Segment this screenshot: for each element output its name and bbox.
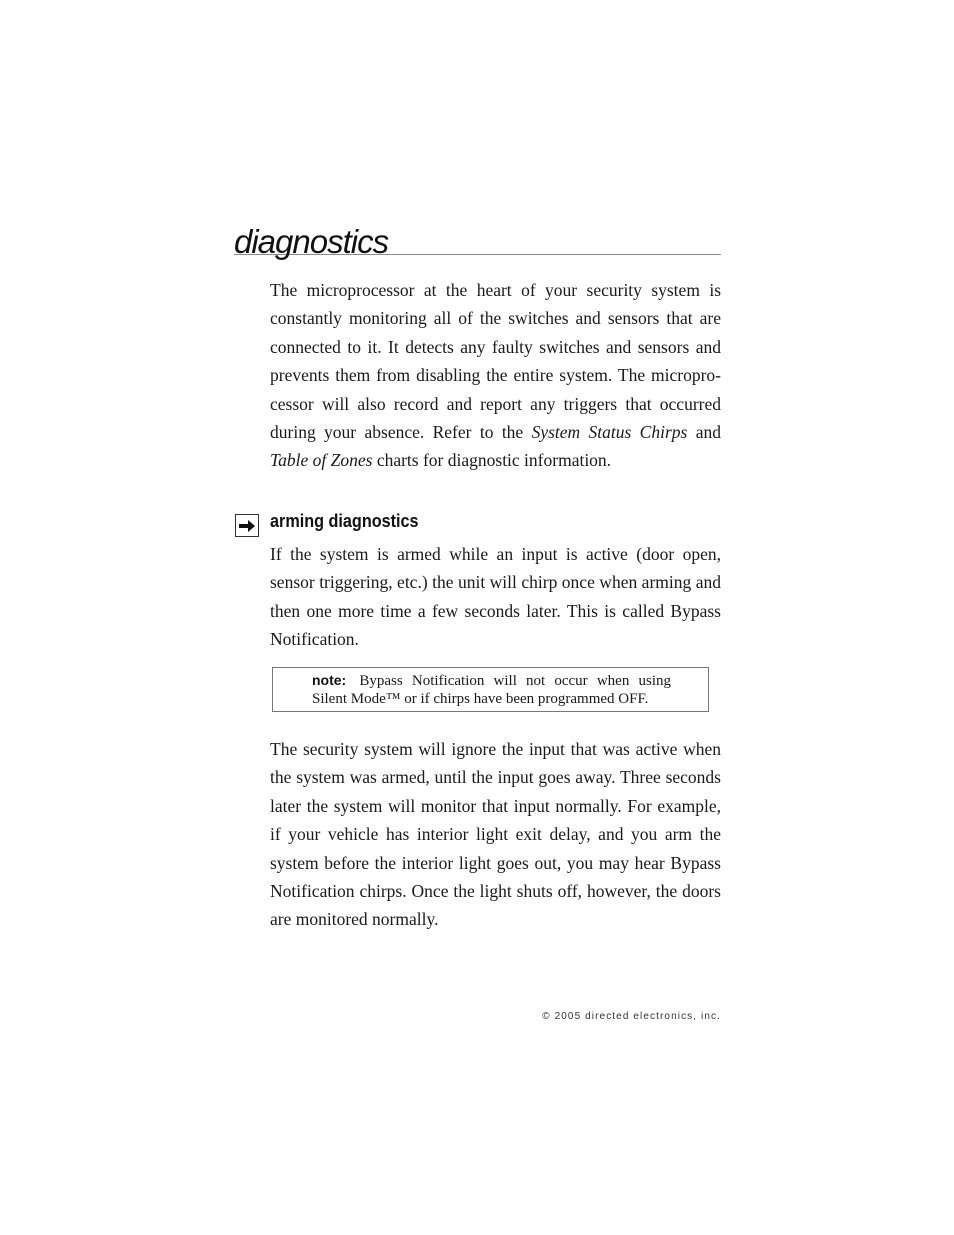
page-title-text: diagnostics <box>234 223 389 260</box>
section-heading: arming diagnostics <box>270 511 419 531</box>
table-of-zones-reference: Table of Zones <box>270 450 373 471</box>
note-text: Bypass Notification will not occur when using Silent Mode™ or if chirps have been programmed OFF. <box>312 673 671 707</box>
arrow-right-icon <box>235 514 259 537</box>
note-box <box>272 667 709 712</box>
footer-copyright: © 2005 directed electronics, inc. <box>542 1011 721 1022</box>
page-title <box>234 222 721 260</box>
intro-text-2: and <box>687 422 721 443</box>
intro-text-3: charts for diagnostic information. <box>372 450 612 471</box>
note-label: note: <box>312 672 347 688</box>
arming-paragraph-1: If the system is armed while an input is active (door open, sensor triggering, etc.) the unit will chirp once when arming and then one more time a few seconds later. This is called Bypass Notification. <box>270 544 721 650</box>
system-status-chirps-reference: System Status Chirps <box>531 422 688 443</box>
arrow-right-glyph <box>238 519 256 533</box>
intro-paragraph <box>270 276 721 475</box>
intro-text-1: The microprocessor at the heart of your security system is constantly monitoring all of the switches and sensors that are connected to it. It detects any faulty switches and sensors and prevents them from disabling the entire system. The micropro-cessor will also record and report any triggers that occurred during your absence. Refer to the <box>270 280 721 443</box>
note-text-block <box>312 671 671 708</box>
arming-paragraph-2: The security system will ignore the input that was active when the system was armed, until the input goes away. Three seconds later the system will monitor that input normally. For example, if your vehicle has interior light exit delay, and you arm the system before the interior light goes out, you may hear Bypass Notification chirps. Once the light shuts off, however, the doors are monitored normally. <box>270 739 721 930</box>
